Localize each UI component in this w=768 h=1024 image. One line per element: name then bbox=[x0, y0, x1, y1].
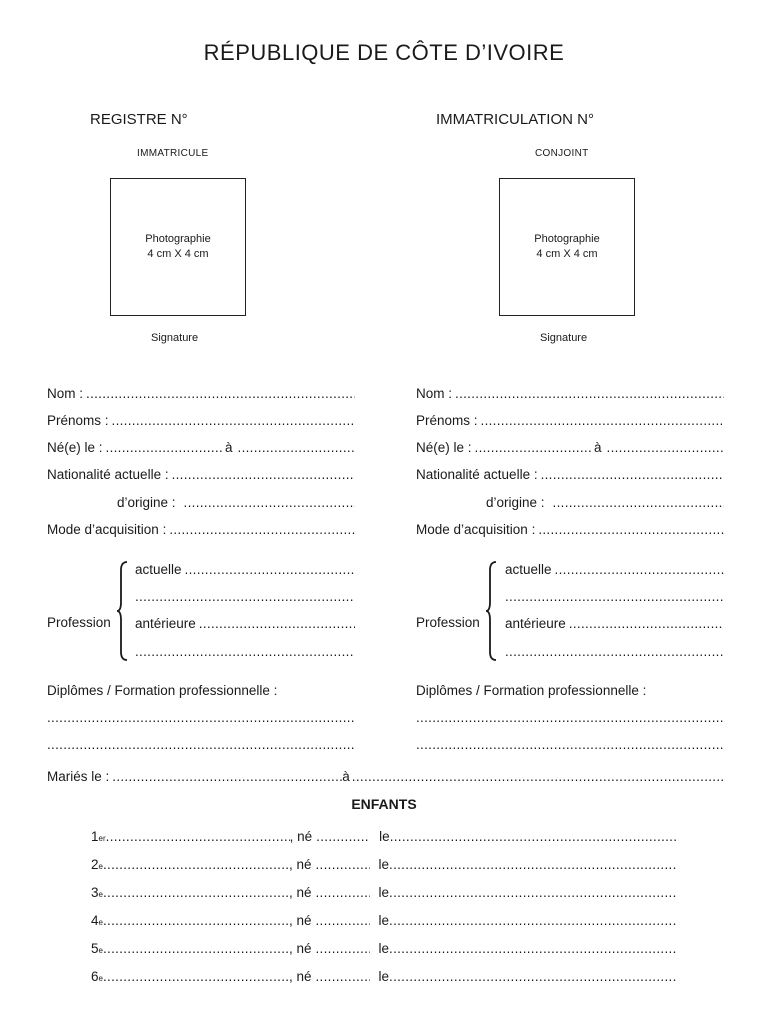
profession-actuelle-field[interactable] bbox=[135, 562, 355, 577]
signature-label-left: Signature bbox=[151, 332, 199, 344]
dotted-line bbox=[389, 857, 677, 872]
a-label: à bbox=[342, 769, 350, 784]
diplomes-line1[interactable] bbox=[47, 710, 355, 725]
mode-label: Mode d’acquisition : bbox=[416, 522, 536, 537]
prenoms-label: Prénoms : bbox=[47, 413, 109, 428]
dotted-line bbox=[47, 710, 355, 725]
nom-label: Nom : bbox=[416, 386, 453, 401]
ne-label: , né bbox=[289, 829, 313, 844]
mode-acquisition-field[interactable] bbox=[416, 522, 724, 537]
photo-label: Photographie bbox=[534, 233, 600, 245]
mode-label: Mode d’acquisition : bbox=[47, 522, 167, 537]
child-number: 1 bbox=[91, 829, 99, 844]
nom-field[interactable] bbox=[416, 386, 724, 401]
nationalite-label: Nationalité actuelle : bbox=[47, 467, 169, 482]
naissance-field[interactable] bbox=[47, 440, 355, 455]
profession-actuelle-line2[interactable] bbox=[505, 589, 724, 604]
ne-label: , né bbox=[288, 941, 312, 956]
dotted-line bbox=[541, 467, 724, 482]
child-number: 6 bbox=[91, 969, 99, 984]
profession-anterieure-field[interactable] bbox=[505, 616, 724, 631]
diplomes-line2[interactable] bbox=[47, 737, 355, 752]
dotted-line bbox=[505, 589, 724, 604]
dotted-line bbox=[569, 616, 724, 631]
photo-size: 4 cm X 4 cm bbox=[536, 248, 598, 260]
dotted-line bbox=[316, 885, 370, 900]
dotted-line bbox=[47, 737, 355, 752]
prenoms-field[interactable] bbox=[416, 413, 724, 428]
profession-anterieure-line2[interactable] bbox=[135, 644, 355, 659]
dotted-line bbox=[416, 710, 724, 725]
dotted-line bbox=[316, 941, 370, 956]
prenoms-label: Prénoms : bbox=[416, 413, 478, 428]
dotted-line bbox=[103, 885, 289, 900]
child-row[interactable] bbox=[91, 969, 677, 984]
dotted-line bbox=[135, 589, 355, 604]
dotted-line bbox=[389, 885, 677, 900]
dotted-line bbox=[389, 913, 677, 928]
child-number-suffix: e bbox=[98, 862, 103, 871]
profession-anterieure-field[interactable] bbox=[135, 616, 355, 631]
immatricule-label: IMMATRICULE bbox=[137, 148, 209, 159]
diplomes-label-row bbox=[47, 683, 355, 698]
photo-box-immatricule bbox=[110, 178, 246, 316]
child-number: 2 bbox=[91, 857, 99, 872]
profession-label: Profession bbox=[47, 615, 111, 630]
dotted-line bbox=[389, 969, 677, 984]
child-number-suffix: e bbox=[98, 918, 103, 927]
ne-le-label: Né(e) le : bbox=[416, 440, 472, 455]
photo-box-conjoint bbox=[499, 178, 635, 316]
curly-brace-icon bbox=[486, 560, 498, 662]
photo-label: Photographie bbox=[145, 233, 211, 245]
ne-label: , né bbox=[288, 969, 312, 984]
dotted-line bbox=[505, 644, 724, 659]
dotted-line bbox=[555, 562, 724, 577]
child-number: 3 bbox=[91, 885, 99, 900]
origine-field[interactable] bbox=[486, 495, 724, 510]
prenoms-field[interactable] bbox=[47, 413, 355, 428]
diplomes-line2[interactable] bbox=[416, 737, 724, 752]
dotted-line bbox=[481, 413, 724, 428]
dotted-line bbox=[112, 769, 342, 784]
profession-label: Profession bbox=[416, 615, 480, 630]
dotted-line bbox=[103, 941, 289, 956]
dotted-line bbox=[106, 440, 223, 455]
child-row[interactable] bbox=[91, 857, 677, 872]
naissance-field[interactable] bbox=[416, 440, 724, 455]
le-label: le bbox=[378, 885, 390, 900]
photo-size: 4 cm X 4 cm bbox=[147, 248, 209, 260]
nationalite-field[interactable] bbox=[47, 467, 355, 482]
le-label: le bbox=[379, 829, 390, 844]
dotted-line bbox=[475, 440, 592, 455]
enfants-title: ENFANTS bbox=[351, 796, 417, 812]
dotted-line bbox=[316, 969, 370, 984]
a-label: à bbox=[594, 440, 602, 455]
child-row[interactable] bbox=[91, 829, 677, 844]
nom-label: Nom : bbox=[47, 386, 84, 401]
profession-actuelle-field[interactable] bbox=[505, 562, 724, 577]
dotted-line bbox=[238, 440, 355, 455]
dotted-line bbox=[538, 522, 724, 537]
dotted-line bbox=[103, 913, 289, 928]
dotted-line bbox=[86, 386, 355, 401]
profession-actuelle-line2[interactable] bbox=[135, 589, 355, 604]
dotted-line bbox=[553, 495, 724, 510]
dotted-line bbox=[135, 644, 355, 659]
child-number-suffix: er bbox=[98, 834, 106, 843]
origine-field[interactable] bbox=[117, 495, 355, 510]
dotted-line bbox=[103, 969, 289, 984]
origine-label: d’origine : bbox=[486, 495, 545, 510]
dotted-line bbox=[172, 467, 355, 482]
child-number-suffix: e bbox=[98, 890, 103, 899]
maries-label: Mariés le : bbox=[47, 769, 110, 784]
dotted-line bbox=[112, 413, 355, 428]
child-number: 5 bbox=[91, 941, 99, 956]
registre-number-label: REGISTRE N° bbox=[90, 111, 188, 128]
immatriculation-number-label: IMMATRICULATION N° bbox=[436, 111, 594, 128]
dotted-line bbox=[185, 562, 355, 577]
ne-label: , né bbox=[288, 857, 312, 872]
mode-acquisition-field[interactable] bbox=[47, 522, 355, 537]
dotted-line bbox=[607, 440, 724, 455]
anterieure-label: antérieure bbox=[505, 616, 566, 631]
dotted-line bbox=[455, 386, 724, 401]
child-number: 4 bbox=[91, 913, 99, 928]
dotted-line bbox=[184, 495, 355, 510]
dotted-line bbox=[106, 829, 290, 844]
conjoint-label: CONJOINT bbox=[535, 148, 589, 159]
nationalite-label: Nationalité actuelle : bbox=[416, 467, 538, 482]
dotted-line bbox=[103, 857, 289, 872]
dotted-line bbox=[390, 829, 677, 844]
nom-field[interactable] bbox=[47, 386, 355, 401]
anterieure-label: antérieure bbox=[135, 616, 196, 631]
origine-label: d’origine : bbox=[117, 495, 176, 510]
child-row[interactable] bbox=[91, 913, 677, 928]
dotted-line bbox=[416, 737, 724, 752]
ne-label: , né bbox=[288, 913, 312, 928]
curly-brace-icon bbox=[117, 560, 129, 662]
diplomes-label: Diplômes / Formation professionnelle : bbox=[47, 683, 278, 698]
actuelle-label: actuelle bbox=[135, 562, 182, 577]
diplomes-label: Diplômes / Formation professionnelle : bbox=[416, 683, 647, 698]
le-label: le bbox=[378, 913, 390, 928]
ne-label: , né bbox=[288, 885, 312, 900]
dotted-line bbox=[389, 941, 677, 956]
a-label: à bbox=[225, 440, 233, 455]
dotted-line bbox=[352, 769, 723, 784]
dotted-line bbox=[169, 522, 355, 537]
actuelle-label: actuelle bbox=[505, 562, 552, 577]
dotted-line bbox=[316, 913, 370, 928]
nationalite-field[interactable] bbox=[416, 467, 724, 482]
maries-field[interactable] bbox=[47, 769, 723, 784]
le-label: le bbox=[378, 857, 390, 872]
profession-anterieure-line2[interactable] bbox=[505, 644, 724, 659]
le-label: le bbox=[378, 941, 390, 956]
diplomes-line1[interactable] bbox=[416, 710, 724, 725]
dotted-line bbox=[199, 616, 355, 631]
child-number-suffix: e bbox=[98, 974, 103, 983]
page-title: RÉPUBLIQUE DE CÔTE D’IVOIRE bbox=[203, 40, 565, 65]
dotted-line bbox=[316, 829, 370, 844]
child-row[interactable] bbox=[91, 941, 677, 956]
dotted-line bbox=[316, 857, 370, 872]
child-row[interactable] bbox=[91, 885, 677, 900]
child-number-suffix: e bbox=[98, 946, 103, 955]
ne-le-label: Né(e) le : bbox=[47, 440, 103, 455]
diplomes-label-row bbox=[416, 683, 724, 698]
signature-label-right: Signature bbox=[540, 332, 588, 344]
le-label: le bbox=[378, 969, 390, 984]
